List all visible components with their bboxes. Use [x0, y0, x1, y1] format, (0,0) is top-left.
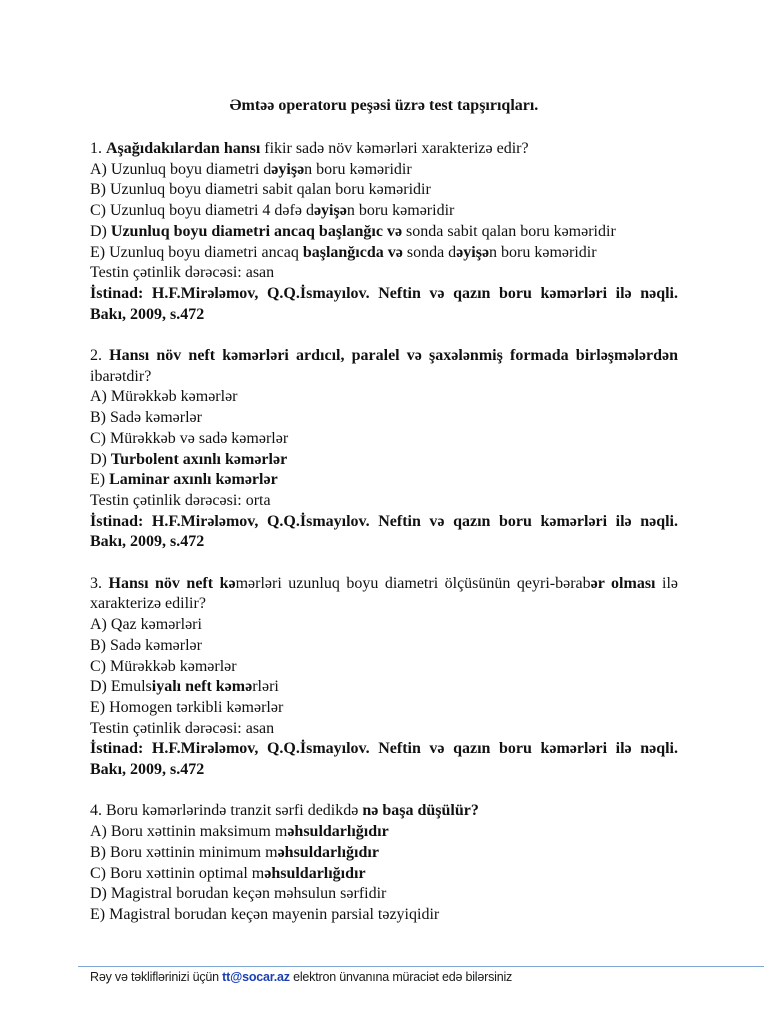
text-segment: n boru kəməridir: [489, 243, 597, 261]
answer-option: [90, 657, 678, 678]
text-segment: Boru kəmərlərində tranzit sərfi dedikdə: [102, 802, 363, 820]
answer-option: [90, 905, 678, 926]
answers-list: [90, 387, 678, 491]
reference-line: İstinad: H.F.Mirələmov, Q.Q.İsmayılov. Neftin və qazın boru kəmərləri ilə nəqli.: [90, 284, 678, 302]
answer-option: [90, 201, 678, 222]
text-segment: n boru kəməridir: [304, 160, 412, 178]
text-segment: D): [90, 450, 111, 468]
answers-list: [90, 822, 678, 926]
text-segment: C) Boru xəttinin optimal m: [90, 864, 265, 882]
text-segment: E) Homogen tərkibli kəmərlər: [90, 698, 284, 716]
answer-option: [90, 864, 678, 885]
question-3: [90, 574, 678, 781]
answer-option: [90, 450, 678, 471]
text-segment: E): [90, 471, 110, 489]
footer-prefix: Rəy və təkliflərinizi üçün: [90, 970, 223, 984]
answers-list: [90, 615, 678, 719]
footer-divider: [78, 966, 764, 967]
reference-line: Bakı, 2009, s.472: [90, 533, 205, 551]
text-segment: A) Uzunluq boyu diametri d: [90, 160, 272, 178]
text-segment: sonda d: [402, 243, 457, 261]
answer-option: [90, 243, 678, 264]
text-segment: B) Uzunluq boyu diametri sabit qalan boru kəməridir: [90, 181, 431, 199]
answer-option: [90, 470, 678, 491]
difficulty: Testin çətinlik dərəcəsi: asan: [90, 719, 275, 737]
answer-option: [90, 387, 678, 408]
answer-option: [90, 843, 678, 864]
text-segment: ibarətdir?: [90, 367, 152, 385]
answer-option: [90, 429, 678, 450]
answer-option: [90, 677, 678, 698]
text-segment: əhsuldarlığıdır: [277, 843, 379, 861]
answer-option: [90, 884, 678, 905]
question-number: 2.: [90, 347, 102, 365]
text-segment: başlanğıcda və: [302, 243, 403, 261]
difficulty: Testin çətinlik dərəcəsi: orta: [90, 491, 271, 509]
text-segment: D) Emuls: [90, 678, 152, 696]
question-2: [90, 346, 678, 553]
footer-email-link[interactable]: tt@socar.az: [222, 970, 290, 984]
test-content: [90, 139, 678, 946]
text-segment: Aşağıdakılardan hansı: [106, 140, 261, 157]
question-number: 4.: [90, 802, 102, 820]
text-segment: A) Qaz kəmərləri: [90, 616, 202, 634]
footer-suffix: elektron ünvanına müraciət edə bilərsiniz: [289, 970, 513, 984]
reference-line: İstinad: H.F.Mirələmov, Q.Q.İsmayılov. Neftin və qazın boru kəmərləri ilə nəqli.: [90, 740, 678, 758]
text-segment: ər olması: [590, 574, 656, 592]
answers-list: [90, 160, 678, 264]
question-text: [90, 574, 678, 615]
question-number: 3.: [90, 574, 102, 592]
text-segment: A) Boru xəttinin maksimum m: [90, 823, 288, 841]
answer-option: [90, 408, 678, 429]
text-segment: əyişə: [313, 202, 347, 220]
text-segment: A) Mürəkkəb kəmərlər: [90, 388, 238, 406]
answer-option: [90, 615, 678, 636]
question-1: [90, 139, 678, 325]
text-segment: rləri: [252, 678, 279, 696]
reference-line: İstinad: H.F.Mirələmov, Q.Q.İsmayılov. Neftin və qazın boru kəmərləri ilə nəqli.: [90, 512, 678, 530]
text-segment: B) Sadə kəmərlər: [90, 636, 202, 654]
reference-line: Bakı, 2009, s.472: [90, 305, 205, 323]
text-segment: E) Uzunluq boyu diametri ancaq: [90, 243, 303, 261]
answer-option: [90, 160, 678, 181]
text-segment: əhsuldarlığıdır: [287, 823, 389, 841]
text-segment: əyişə: [456, 243, 490, 261]
text-segment: mərləri uzunluq boyu diametri ölçüsünün qeyri-bərab: [235, 574, 591, 592]
page-title: Əmtəə operatoru peşəsi üzrə test tapşırıqları.: [229, 97, 539, 114]
text-segment: E) Magistral borudan keçən mayenin parsial təzyiqidir: [90, 905, 440, 923]
reference-line: Bakı, 2009, s.472: [90, 761, 205, 779]
answer-option: [90, 636, 678, 657]
question-number: 1.: [90, 140, 102, 157]
text-segment: sonda sabit qalan boru kəməridir: [402, 222, 616, 240]
answer-option: [90, 222, 678, 243]
question-4: [90, 801, 678, 925]
question-text: [90, 346, 678, 387]
text-segment: iyalı neft kəmə: [151, 678, 253, 696]
text-segment: ilə xarakterizə edilir?: [90, 574, 678, 613]
answer-option: [90, 822, 678, 843]
text-segment: Hansı növ neft kə: [108, 574, 236, 592]
text-segment: Turbolent axınlı kəmərlər: [110, 450, 288, 468]
text-segment: D): [90, 222, 111, 240]
text-segment: B) Sadə kəmərlər: [90, 409, 202, 427]
question-text: [90, 139, 678, 160]
text-segment: Laminar axınlı kəmərlər: [109, 471, 278, 489]
text-segment: C) Mürəkkəb kəmərlər: [90, 657, 237, 675]
answer-option: [90, 180, 678, 201]
text-segment: əhsuldarlığıdır: [264, 864, 366, 882]
difficulty: Testin çətinlik dərəcəsi: asan: [90, 264, 275, 282]
text-segment: əyişə: [271, 160, 305, 178]
text-segment: C) Uzunluq boyu diametri 4 dəfə d: [90, 202, 314, 220]
text-segment: C) Mürəkkəb və sadə kəmərlər: [90, 429, 289, 447]
text-segment: Uzunluq boyu diametri ancaq başlanğıc və: [110, 222, 403, 240]
text-segment: D) Magistral borudan keçən məhsulun sərfidir: [90, 885, 387, 903]
question-text: [90, 801, 678, 822]
text-segment: nə başa düşülür?: [362, 802, 479, 820]
text-segment: Hansı növ neft kəmərləri ardıcıl, paralel və şaxələnmiş formada birləşmələrdən: [109, 347, 678, 365]
text-segment: B) Boru xəttinin minimum m: [90, 843, 278, 861]
answer-option: [90, 698, 678, 719]
text-segment: n boru kəməridir: [346, 202, 455, 220]
text-segment: fikir sadə növ kəmərləri xarakterizə edir?: [260, 140, 529, 157]
footer: [90, 970, 512, 984]
